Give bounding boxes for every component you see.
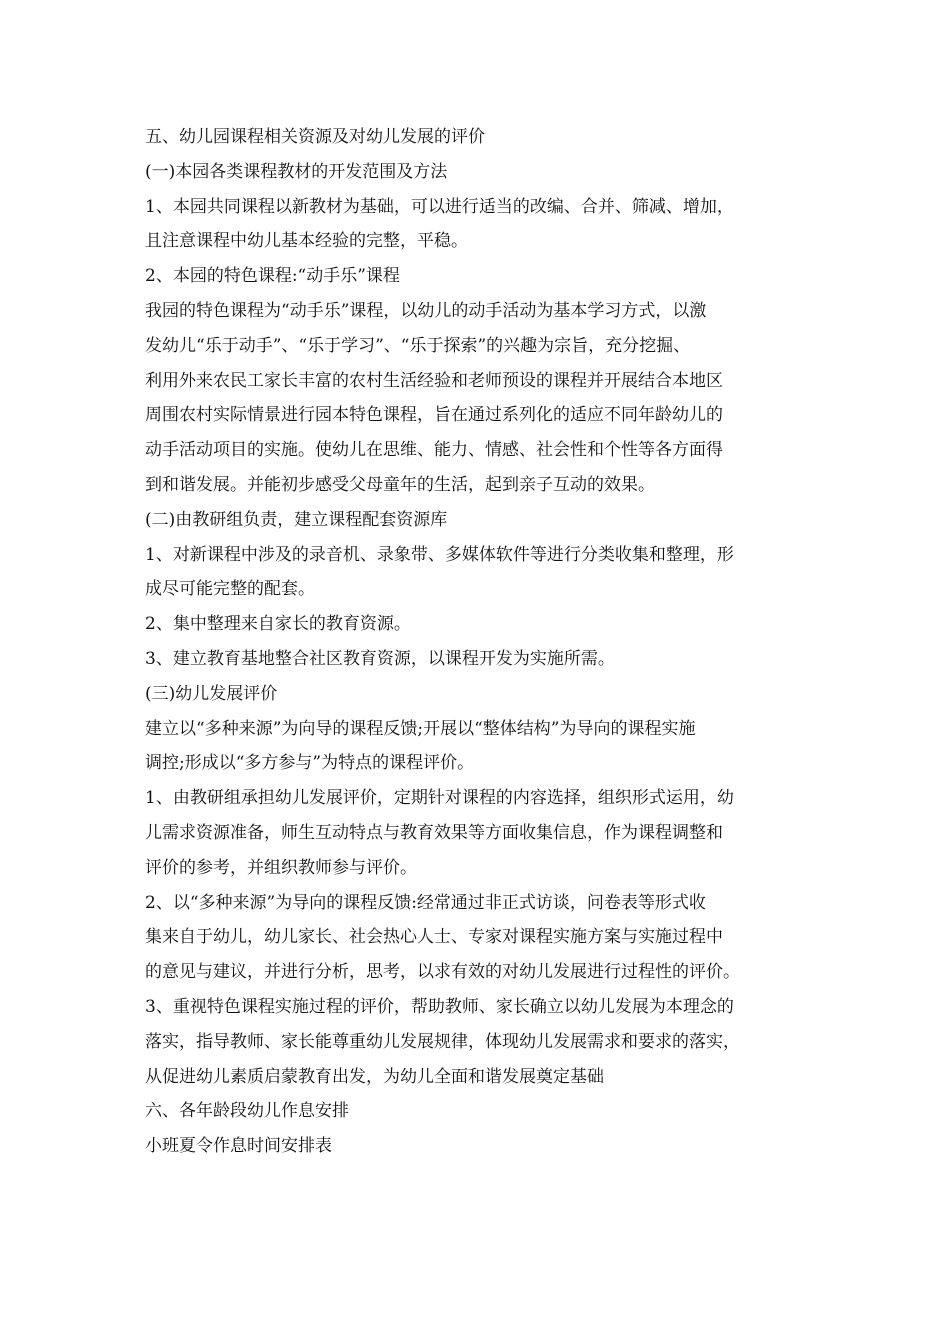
paragraph-line: 周围农村实际情景进行园本特色课程，旨在通过系列化的适应不同年龄幼儿的 [145,405,723,426]
paragraph-line: 1、由教研组承担幼儿发展评价，定期针对课程的内容选择，组织形式运用，幼 [145,788,734,809]
paragraph-line: 的意见与建议，并进行分析，思考，以求有效的对幼儿发展进行过程性的评价。 [145,962,740,983]
paragraph-line: 我园的特色课程为“动手乐”课程，以幼儿的动手活动为基本学习方式，以激 [145,300,707,321]
table-caption: 小班夏令作息时间安排表 [145,1136,332,1157]
paragraph-line: 2、以“多种来源”为导向的课程反馈:经常通过非正式访谈，问卷表等形式收 [145,892,706,913]
paragraph-line: 落实，指导教师、家长能尊重幼儿发展规律，体现幼儿发展需求和要求的落实， [145,1031,740,1052]
paragraph-line: 集来自于幼儿，幼儿家长、社会热心人士、专家对课程实施方案与实施过程中 [145,927,723,948]
paragraph-line: 建立以“多种来源”为向导的课程反馈;开展以“整体结构”为导向的课程实施 [145,718,696,739]
paragraph-line: 动手活动项目的实施。使幼儿在思维、能力、情感、社会性和个性等各方面得 [145,440,723,461]
paragraph-line: 3、重视特色课程实施过程的评价，帮助教师、家长确立以幼儿发展为本理念的 [145,996,734,1017]
subsection-heading: (二)由教研组负责，建立课程配套资源库 [145,509,448,530]
section-heading: 六、各年龄段幼儿作息安排 [145,1101,349,1122]
document-body [145,120,825,1164]
paragraph-line: 且注意课程中幼儿基本经验的完整，平稳。 [145,231,468,252]
paragraph-line: 3、建立教育基地整合社区教育资源，以课程开发为实施所需。 [145,648,615,669]
subsection-heading: (三)幼儿发展评价 [145,683,278,704]
paragraph-line: 发幼儿“乐于动手”、“乐于学习”、“乐于探索”的兴趣为宗旨，充分挖掘、 [145,335,691,356]
paragraph-line: 评价的参考，并组织教师参与评价。 [145,857,417,878]
paragraph-line: 1、对新课程中涉及的录音机、录象带、多媒体软件等进行分类收集和整理，形 [145,544,734,565]
paragraph-line: 成尽可能完整的配套。 [145,579,315,600]
paragraph-line: 利用外来农民工家长丰富的农村生活经验和老师预设的课程并开展结合本地区 [145,370,723,391]
paragraph-line: 从促进幼儿素质启蒙教育出发，为幼儿全面和谐发展奠定基础 [145,1066,604,1087]
paragraph-line: 1、本园共同课程以新教材为基础，可以进行适当的改编、合并、筛减、增加， [145,196,734,217]
paragraph-line: 到和谐发展。并能初步感受父母童年的生活，起到亲子互动的效果。 [145,474,655,495]
subsection-heading: (一)本园各类课程教材的开发范围及方法 [145,161,448,182]
paragraph-line: 2、集中整理来自家长的教育资源。 [145,614,411,635]
section-heading: 五、幼儿园课程相关资源及对幼儿发展的评价 [145,127,485,147]
paragraph-line: 2、本园的特色课程:“动手乐”课程 [145,266,400,287]
paragraph-line: 调控;形成以“多方参与”为特点的课程评价。 [145,753,475,774]
paragraph-line: 儿需求资源准备，师生互动特点与教育效果等方面收集信息，作为课程调整和 [145,822,723,843]
